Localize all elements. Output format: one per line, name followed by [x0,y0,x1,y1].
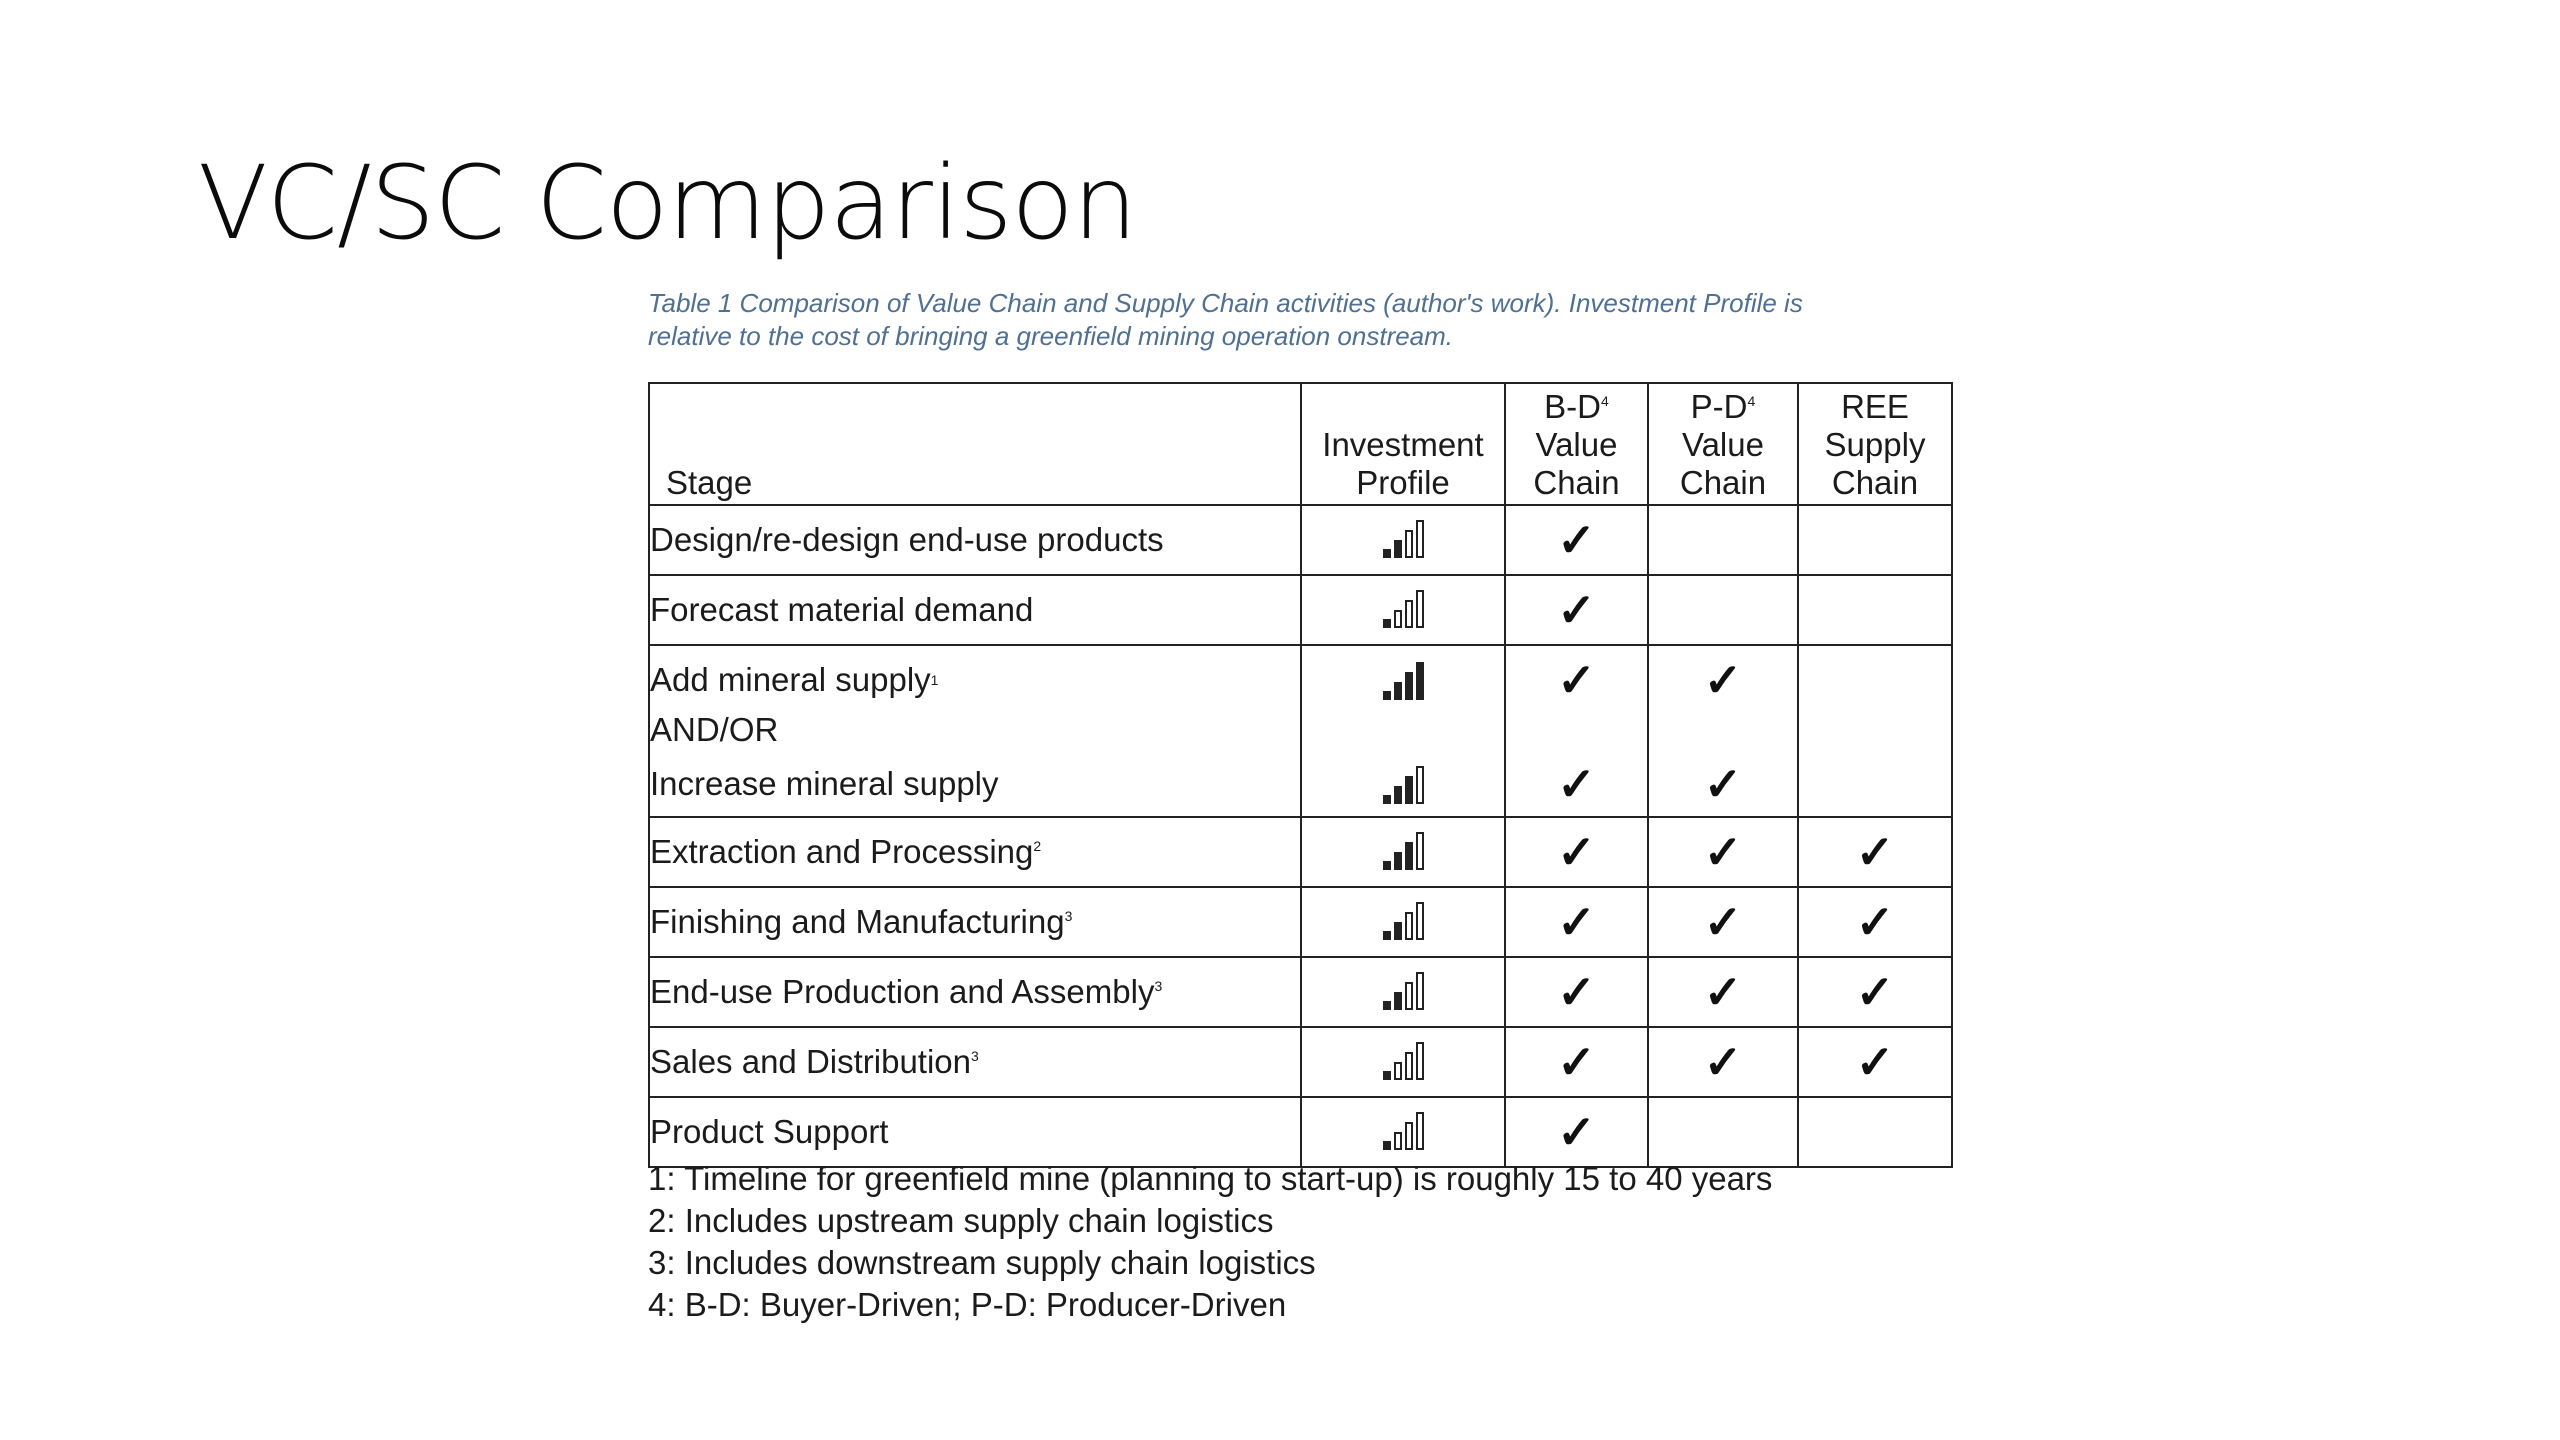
pd-cell [1648,817,1798,887]
signal-bar-3 [1405,912,1413,940]
signal-bar-4 [1416,590,1424,628]
stage-label: Sales and Distribution [650,1043,972,1080]
ree-line [1799,654,1951,706]
signal-bar-3 [1405,600,1413,628]
stage-label: Product Support [650,1113,889,1150]
table-caption [648,287,1948,353]
bd-cell [1505,575,1648,645]
signal-bar-1 [1383,795,1391,804]
footnote-4: 4: B-D: Buyer-Driven; P-D: Producer-Driven [648,1286,1287,1323]
ree-cell [1798,1027,1952,1097]
caption-line-1: Table 1 Comparison of Value Chain and Supply Chain activities (author's work). Investment Profile is [648,288,1803,318]
stage-label: Increase mineral supply [650,765,999,802]
footnote-1: 1: Timeline for greenfield mine (planning to start-up) is roughly 15 to 40 years [648,1160,1773,1197]
investment-profile-icon [1383,900,1424,940]
ree-line [1799,758,1951,810]
investment-cell [1301,957,1505,1027]
stage-label: Add mineral supply [650,661,931,698]
stage-cell [649,1097,1301,1167]
signal-bar-1 [1383,1141,1391,1150]
signal-bar-1 [1383,1001,1391,1010]
signal-bar-1 [1383,861,1391,870]
stage-label: Finishing and Manufacturing [650,903,1065,940]
table-row [649,1097,1952,1167]
signal-bar-3 [1405,842,1413,870]
bd-cell [1505,887,1648,957]
header-bd-line-1 [1506,388,1647,426]
investment-profile-icon [1383,660,1424,700]
pd-cell [1648,575,1798,645]
header-investment-line-1: Investment [1322,426,1484,463]
table-row [649,575,1952,645]
footnote-3: 3: Includes downstream supply chain logistics [648,1244,1316,1281]
footnotes [648,1158,1772,1326]
investment-cell [1301,1027,1505,1097]
signal-bar-4 [1416,662,1424,700]
table-row [649,957,1952,1027]
investment-cell [1301,645,1505,817]
investment-profile-icon [1383,1040,1424,1080]
pd-cell [1648,645,1798,817]
header-investment-profile [1301,383,1505,505]
slide-title: VC/SC Comparison [198,144,1137,263]
signal-bar-2 [1394,610,1402,628]
pd-stack [1649,646,1797,816]
investment-profile-icon [1383,830,1424,870]
header-bd-value-chain [1505,383,1648,505]
check-mark-icon: ✓ [1557,966,1596,1018]
stage-footnote-ref: 2 [1033,838,1042,854]
stage-cell [649,817,1301,887]
header-ree-supply-chain [1798,383,1952,505]
check-mark-icon: ✓ [1703,826,1743,878]
signal-bar-1 [1383,619,1391,628]
table-row [649,645,1952,817]
signal-bar-2 [1394,992,1402,1010]
signal-bar-3 [1405,672,1413,700]
investment-profile-icon [1383,1110,1424,1150]
stage-label: Forecast material demand [650,591,1034,628]
check-mark-icon: ✓ [1557,758,1596,810]
stage-cell [649,1027,1301,1097]
bd-cell [1505,1097,1648,1167]
header-pd-footnote: 4 [1747,393,1756,409]
investment-cell [1301,817,1505,887]
check-mark-icon: ✓ [1557,826,1596,878]
investment-profile-icon [1383,970,1424,1010]
header-pd-line-2: Value [1682,426,1764,463]
investment-stack [1302,646,1504,816]
stage-cell [649,645,1301,817]
table-row [649,1027,1952,1097]
investment-cell [1301,1097,1505,1167]
ree-cell [1798,1097,1952,1167]
bd-cell [1505,817,1648,887]
bd-cell [1505,1027,1648,1097]
signal-bar-3 [1405,1122,1413,1150]
investment-line [1302,758,1504,810]
bd-stack [1506,646,1647,816]
header-bd-line-3: Chain [1533,464,1620,501]
signal-bar-1 [1383,549,1391,558]
pd-cell [1648,1027,1798,1097]
stage-label: Design/re-design end-use products [650,521,1164,558]
footnote-2: 2: Includes upstream supply chain logistics [648,1202,1274,1239]
bd-line [1506,758,1647,810]
investment-cell [1301,575,1505,645]
header-pd-label: P-D [1690,388,1748,425]
pd-cell [1648,1097,1798,1167]
check-mark-icon: ✓ [1557,584,1596,636]
bd-line [1506,654,1647,706]
check-mark-icon: ✓ [1557,896,1596,948]
header-pd-line-1 [1649,388,1797,426]
ree-stack [1799,646,1951,816]
header-stage: Stage [649,383,1301,505]
signal-bar-3 [1405,1052,1413,1080]
stage-footnote-ref: 3 [1064,908,1073,924]
ree-cell [1798,645,1952,817]
stage-label: End-use Production and Assembly [650,973,1155,1010]
investment-cell [1301,505,1505,575]
signal-bar-4 [1416,1112,1424,1150]
pd-cell [1648,887,1798,957]
caption-line-2: relative to the cost of bringing a greenfield mining operation onstream. [648,321,1454,351]
check-mark-icon: ✓ [1703,758,1743,810]
stage-cell [649,505,1301,575]
signal-bar-4 [1416,520,1424,558]
comparison-table [648,382,1953,1168]
andor-line [650,704,1300,756]
signal-bar-2 [1394,852,1402,870]
pd-line [1649,758,1797,810]
table-header-row [649,383,1952,505]
signal-bar-2 [1394,540,1402,558]
stage-footnote-ref: 3 [971,1048,979,1064]
bd-cell [1505,957,1648,1027]
stage-cell [649,887,1301,957]
header-ree-line-3: Chain [1831,464,1919,501]
signal-bar-1 [1383,1071,1391,1080]
check-mark-icon: ✓ [1703,966,1743,1018]
ree-cell [1798,887,1952,957]
investment-profile-icon [1383,518,1424,558]
table-row [649,887,1952,957]
header-pd-line-3: Chain [1679,464,1767,501]
stage-cell [649,957,1301,1027]
header-ree-line-1: REE [1841,388,1909,425]
check-mark-icon: ✓ [1855,966,1895,1018]
check-mark-icon: ✓ [1557,514,1596,566]
ree-cell [1798,817,1952,887]
check-mark-icon: ✓ [1557,654,1596,706]
pd-cell [1648,957,1798,1027]
bd-cell [1505,645,1648,817]
bd-cell [1505,505,1648,575]
table-row [649,817,1952,887]
check-mark-icon: ✓ [1855,896,1895,948]
header-bd-label: B-D [1544,388,1602,425]
ree-cell [1798,505,1952,575]
signal-bar-1 [1383,931,1391,940]
pd-cell [1648,505,1798,575]
signal-bar-4 [1416,1042,1424,1080]
check-mark-icon: ✓ [1703,1036,1743,1088]
header-bd-line-2: Value [1535,426,1618,463]
check-mark-icon: ✓ [1855,826,1895,878]
check-mark-icon: ✓ [1855,1036,1895,1088]
table-row [649,505,1952,575]
investment-profile-icon [1383,588,1424,628]
stage-label: Extraction and Processing [650,833,1034,870]
check-mark-icon: ✓ [1557,1036,1596,1088]
stage-line: Add mineral supply 1 [650,661,939,698]
investment-cell [1301,887,1505,957]
ree-cell [1798,575,1952,645]
pd-line [1649,654,1797,706]
header-pd-value-chain [1648,383,1798,505]
signal-bar-2 [1394,786,1402,804]
stage-footnote-ref: 3 [1154,978,1163,994]
ree-cell [1798,957,1952,1027]
signal-bar-2 [1394,1062,1402,1080]
check-mark-icon: ✓ [1703,896,1743,948]
signal-bar-2 [1394,1132,1402,1150]
header-ree-line-2: Supply [1824,426,1926,463]
signal-bar-4 [1416,766,1424,804]
signal-bar-3 [1405,776,1413,804]
investment-profile-icon [1383,764,1424,804]
signal-bar-4 [1416,972,1424,1010]
signal-bar-4 [1416,832,1424,870]
investment-line [1302,654,1504,706]
stage-cell [649,575,1301,645]
signal-bar-1 [1383,691,1391,700]
signal-bar-2 [1394,922,1402,940]
check-mark-icon: ✓ [1557,1106,1596,1158]
check-mark-icon: ✓ [1703,654,1743,706]
stage-stack [650,646,1300,816]
signal-bar-2 [1394,682,1402,700]
stage-line [650,758,1300,810]
signal-bar-4 [1416,902,1424,940]
header-investment-line-2: Profile [1356,464,1450,501]
andor-label: AND/OR [650,711,779,748]
header-bd-footnote: 4 [1601,393,1609,409]
signal-bar-3 [1405,982,1413,1010]
signal-bar-3 [1405,530,1413,558]
